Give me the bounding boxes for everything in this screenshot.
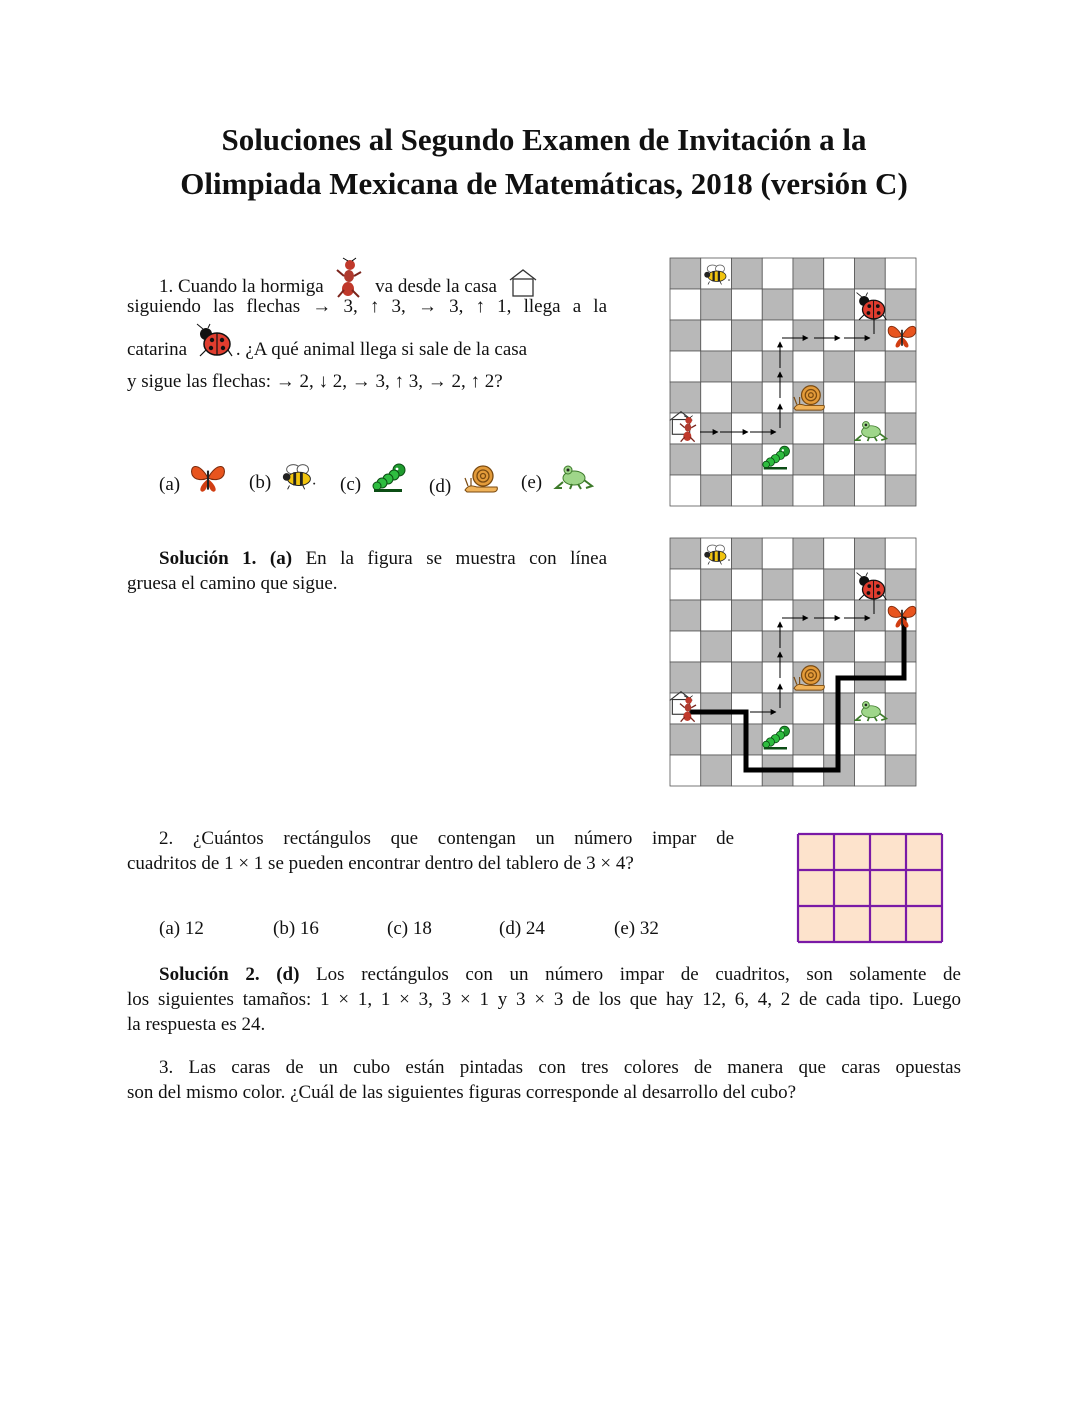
grid-cell	[732, 320, 763, 351]
grid-cell	[762, 631, 793, 662]
grid-cell	[885, 693, 916, 724]
snail-icon	[462, 462, 500, 494]
grid-cell	[670, 600, 701, 631]
q1-text-1: 1. Cuando la hormiga	[159, 276, 324, 297]
solution-1-text-2: gruesa el camino que sigue.	[127, 573, 338, 594]
grid-cell	[732, 382, 763, 413]
grid-cell	[762, 382, 793, 413]
grid-cell	[670, 724, 701, 755]
q1-text-6: y sigue las flechas: → 2, ↓ 2, → 3, ↑ 3, → 2, ↑ 2?	[127, 371, 503, 392]
grid-cell	[885, 413, 916, 444]
grid-cell	[701, 662, 732, 693]
grid-cell	[732, 538, 763, 569]
question-1	[127, 256, 607, 394]
grid-cell	[701, 631, 732, 662]
grid-cell	[855, 258, 886, 289]
grid-cell	[855, 724, 886, 755]
frog-icon	[553, 462, 595, 490]
solution-2	[127, 962, 961, 1037]
grid-cell	[762, 475, 793, 506]
caterpillar-icon	[372, 462, 408, 492]
grid-cell	[670, 475, 701, 506]
grid-cell	[762, 413, 793, 444]
grid-cell	[824, 382, 855, 413]
grid-cell	[824, 289, 855, 320]
grid-cell	[701, 289, 732, 320]
grid-cell	[885, 258, 916, 289]
grid-cell	[732, 289, 763, 320]
grid-cell	[762, 600, 793, 631]
grid-cell	[762, 693, 793, 724]
grid-cell	[824, 538, 855, 569]
grid-cell	[885, 538, 916, 569]
grid-cell	[701, 351, 732, 382]
q2-option-b[interactable]: (b) 16	[273, 918, 319, 939]
grid-cell	[762, 289, 793, 320]
grid-cell	[670, 351, 701, 382]
grid-cell	[793, 538, 824, 569]
solution-1	[127, 546, 607, 596]
bee-icon	[280, 462, 318, 490]
grid-cell	[732, 569, 763, 600]
grid-cell	[824, 569, 855, 600]
grid-cell	[824, 444, 855, 475]
grid-cell	[793, 569, 824, 600]
grid-cell	[762, 320, 793, 351]
grid-cell	[855, 600, 886, 631]
title-line-2: Olimpiada Mexicana de Matemáticas, 2018 (versión C)	[180, 166, 908, 201]
grid-cell	[855, 755, 886, 786]
grid-cell	[855, 382, 886, 413]
grid-cell	[885, 569, 916, 600]
grid-cell	[855, 631, 886, 662]
grid-cell	[670, 320, 701, 351]
q2-board-figure	[796, 832, 944, 944]
grid-cell	[732, 258, 763, 289]
grid-cell	[855, 538, 886, 569]
grid-cell	[793, 320, 824, 351]
question-2	[127, 826, 734, 876]
grid-cell	[885, 724, 916, 755]
grid-cell	[701, 569, 732, 600]
solution-2-text-3: la respuesta es 24.	[127, 1014, 266, 1035]
grid-cell	[732, 631, 763, 662]
grid-cell	[762, 569, 793, 600]
grid-cell	[701, 475, 732, 506]
q3-text-1: 3. Las caras de un cubo están pintadas con tres colores de manera que caras opuestas	[159, 1057, 961, 1078]
grid-cell	[701, 600, 732, 631]
q2-option-c[interactable]: (c) 18	[387, 918, 432, 939]
q1-options	[159, 454, 619, 498]
grid-cell	[670, 755, 701, 786]
grid-cell	[670, 538, 701, 569]
grid-cell	[701, 382, 732, 413]
q1-option-e[interactable]: (e)	[521, 462, 595, 494]
q1-option-d[interactable]: (d)	[429, 462, 500, 498]
q1-option-a[interactable]: (a)	[159, 462, 227, 496]
q2-text-2: cuadritos de 1 × 1 se pueden encontrar dentro del tablero de 3 × 4?	[127, 853, 634, 874]
q2-option-e[interactable]: (e) 32	[614, 918, 659, 939]
grid-cell	[885, 475, 916, 506]
grid-cell	[824, 320, 855, 351]
grid-cell	[670, 289, 701, 320]
grid-cell	[885, 444, 916, 475]
grid-cell	[885, 631, 916, 662]
grid-cell	[793, 693, 824, 724]
grid-cell	[762, 351, 793, 382]
grid-cell	[824, 413, 855, 444]
solution-1-grid-figure	[664, 532, 926, 790]
grid-cell	[670, 382, 701, 413]
grid-cell	[824, 631, 855, 662]
grid-cell	[701, 724, 732, 755]
grid-cell	[732, 662, 763, 693]
grid-cell	[824, 351, 855, 382]
grid-cell	[762, 662, 793, 693]
grid-cell	[701, 413, 732, 444]
grid-cell	[885, 382, 916, 413]
q2-option-a[interactable]: (a) 12	[159, 918, 204, 939]
solution-1-label: Solución 1. (a)	[159, 548, 293, 569]
grid-cell	[793, 413, 824, 444]
grid-cell	[855, 475, 886, 506]
q2-text-1: 2. ¿Cuántos rectángulos que contengan un número impar de	[159, 828, 734, 849]
question-3	[127, 1055, 961, 1105]
grid-cell	[701, 320, 732, 351]
solution-2-label: Solución 2. (d)	[159, 964, 300, 985]
grid-cell	[793, 289, 824, 320]
page-title	[0, 118, 1088, 206]
grid-cell	[670, 258, 701, 289]
grid-cell	[762, 258, 793, 289]
q3-text-2: son del mismo color. ¿Cuál de las siguientes figuras corresponde al desarrollo del cubo?	[127, 1082, 797, 1103]
grid-cell	[855, 444, 886, 475]
grid-cell	[732, 600, 763, 631]
grid-cells	[670, 538, 916, 786]
grid-cell	[701, 693, 732, 724]
q2-option-d[interactable]: (d) 24	[499, 918, 545, 939]
q1-grid-figure	[664, 252, 926, 510]
solution-2-text-2: los siguientes tamaños: 1 × 1, 1 × 3, 3 × 1 y 3 × 3 de los que hay 12, 6, 4, 2 de cada tipo. Luego	[127, 989, 961, 1010]
grid-cell	[885, 351, 916, 382]
grid-cell	[824, 475, 855, 506]
grid-cell	[855, 320, 886, 351]
grid-cell	[670, 569, 701, 600]
q1-option-c[interactable]: (c)	[340, 462, 408, 496]
title-line-1: Soluciones al Segundo Examen de Invitación a la	[221, 122, 867, 157]
grid-cell	[793, 724, 824, 755]
grid-cell	[732, 351, 763, 382]
grid-cell	[824, 600, 855, 631]
q1-text-4: catarina	[127, 339, 188, 360]
q1-text-3: siguiendo las flechas → 3, ↑ 3, → 3, ↑ 1, llega a la	[127, 296, 607, 317]
solution-1-text-1: En la figura se muestra con línea	[305, 548, 608, 569]
grid-cell	[793, 258, 824, 289]
grid-cell	[855, 351, 886, 382]
grid-cell	[670, 662, 701, 693]
grid-cell	[824, 258, 855, 289]
grid-cell	[793, 600, 824, 631]
butterfly-icon	[189, 462, 227, 494]
grid-cell	[670, 444, 701, 475]
grid-cell	[670, 631, 701, 662]
grid-cell	[793, 631, 824, 662]
grid-cell	[701, 755, 732, 786]
ladybug-icon	[194, 323, 234, 359]
grid-cell	[732, 444, 763, 475]
grid-cell	[793, 444, 824, 475]
q1-text-5: . ¿A qué animal llega si sale de la casa	[235, 339, 528, 360]
grid-cell	[701, 444, 732, 475]
grid-cell	[762, 538, 793, 569]
grid-cell	[732, 413, 763, 444]
grid-cells	[670, 258, 916, 506]
grid-cell	[732, 475, 763, 506]
grid-cell	[885, 289, 916, 320]
grid-cell	[793, 475, 824, 506]
grid-cell	[885, 755, 916, 786]
grid-cell	[793, 351, 824, 382]
q1-option-b[interactable]: (b)	[249, 462, 318, 494]
q1-text-2: va desde la casa	[375, 276, 497, 297]
solution-2-text-1: Los rectángulos con un número impar de cuadritos, son solamente de	[316, 964, 961, 985]
